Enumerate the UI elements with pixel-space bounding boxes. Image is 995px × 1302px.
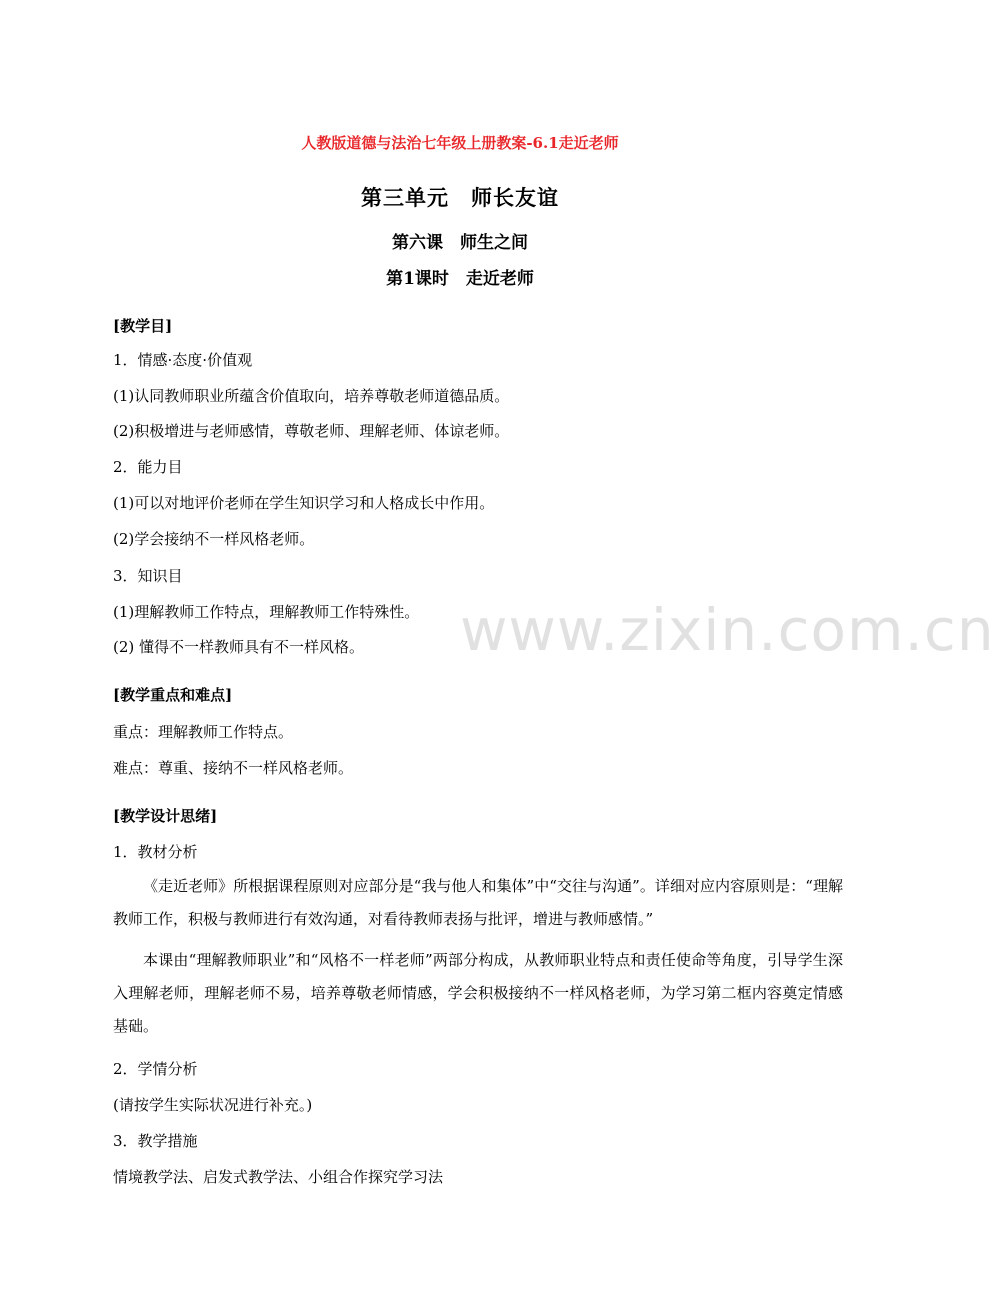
objective-2: 2．能力目 (113, 458, 183, 476)
design-item-3-text: 情境教学法、启发式教学法、小组合作探究学习法 (113, 1168, 444, 1186)
keypoints-heading: [教学重点和难点] (113, 686, 233, 704)
objective-1: 1．情感·态度·价值观 (113, 351, 253, 369)
objective-1-a: (1)认同教师职业所蕴含价值取向，培养尊敬老师道德品质。 (113, 387, 510, 405)
objective-2-b: (2)学会接纳不一样风格老师。 (113, 530, 315, 548)
lesson-title: 第六课 师生之间 (392, 233, 528, 253)
objective-3-b: (2) 懂得不一样教师具有不一样风格。 (113, 638, 365, 656)
watermark: www.zixin.com.cn (460, 596, 995, 664)
design-item-3: 3．教学措施 (113, 1132, 198, 1150)
objective-2-a: (1)可以对地评价老师在学生知识学习和人格成长中作用。 (113, 494, 495, 512)
design-paragraph-2: 本课由“理解教师职业”和“风格不一样老师”两部分构成，从教师职业特点和责任使命等角度，引导学生深入理解老师，理解老师不易，培养尊敬老师情感，学会积极接纳不一样风格老师，为学习第二框内容奠定情感基础。 (113, 951, 843, 1035)
objectives-heading: [教学目] (113, 317, 173, 335)
design-item-2: 2．学情分析 (113, 1060, 198, 1078)
design-item-2-text: (请按学生实际状况进行补充。) (113, 1096, 313, 1114)
difficult-point: 难点：尊重、接纳不一样风格老师。 (113, 759, 354, 777)
objective-3: 3．知识目 (113, 567, 183, 585)
objective-3-a: (1)理解教师工作特点，理解教师工作特殊性。 (113, 603, 420, 621)
design-heading: [教学设计思绪] (113, 807, 218, 825)
design-paragraph-1: 《走近老师》所根据课程原则对应部分是“我与他人和集体”中“交往与沟通”。详细对应内容原则是：“理解教师工作，积极与教师进行有效沟通，对看待教师表扬与批评，增进与教师感情。” (113, 877, 843, 928)
design-item-1: 1．教材分析 (113, 843, 198, 861)
document-title: 人教版道德与法治七年级上册教案-6.1走近老师 (301, 134, 619, 152)
period-title: 第1课时 走近老师 (386, 269, 534, 289)
objective-1-b: (2)积极增进与老师感情，尊敬老师、理解老师、体谅老师。 (113, 422, 510, 440)
key-point: 重点：理解教师工作特点。 (113, 723, 294, 741)
unit-title: 第三单元 师长友谊 (361, 185, 559, 210)
